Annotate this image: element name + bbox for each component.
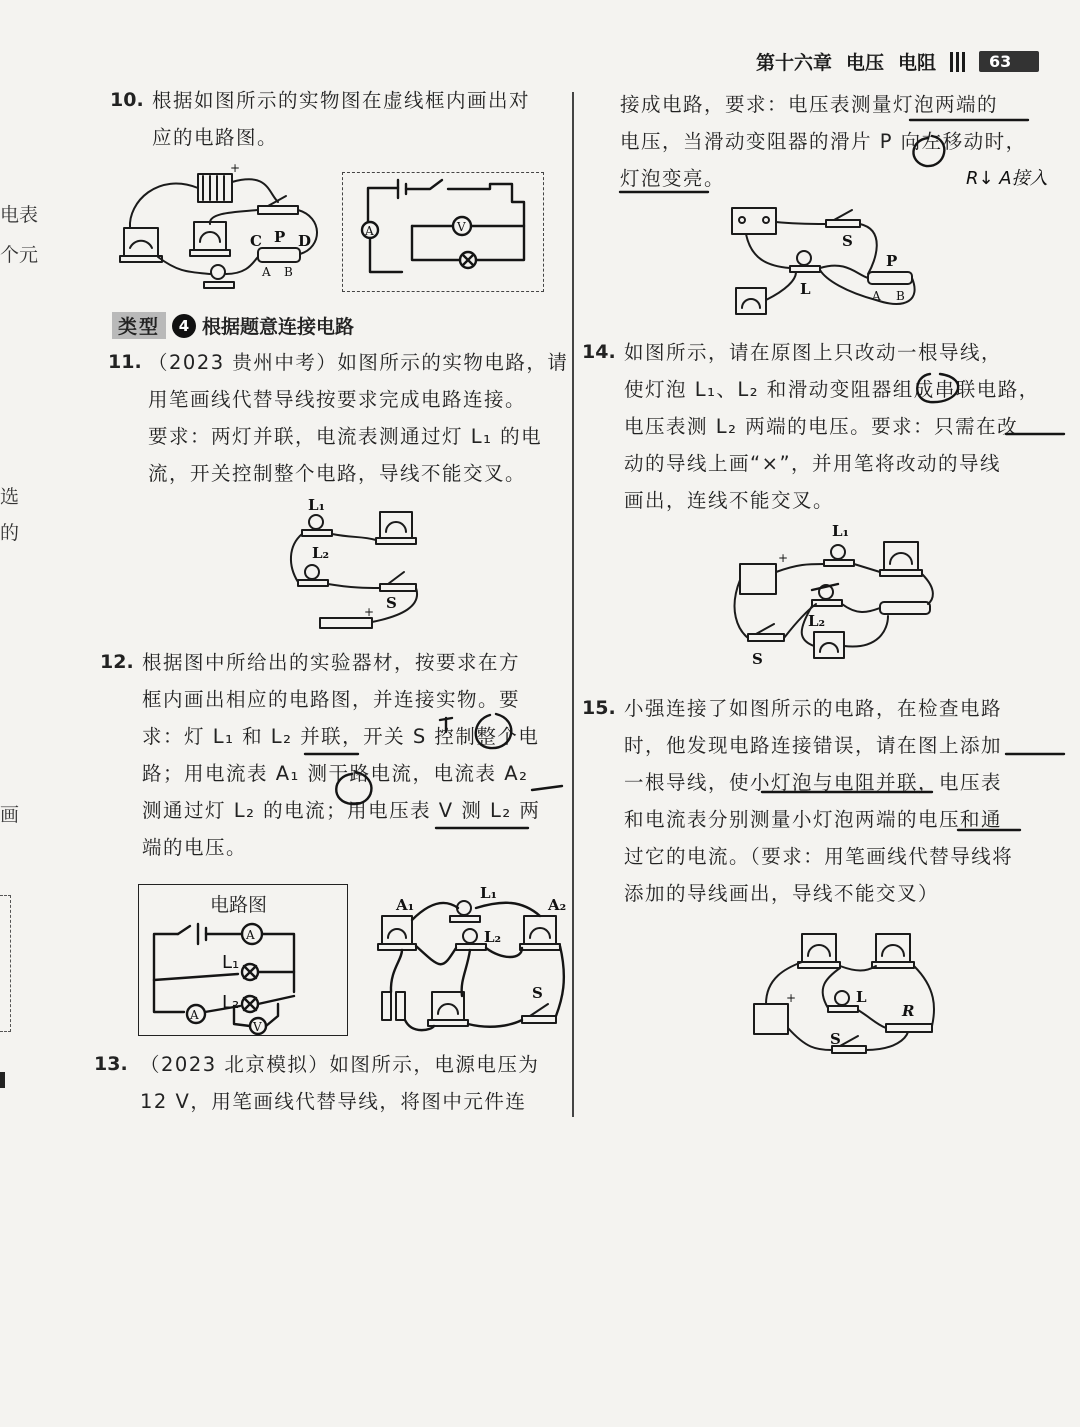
label-A: A [262, 265, 271, 279]
question-text-line: 灯泡变亮。 [620, 167, 726, 190]
edge-text-3: 选 [0, 486, 20, 508]
plus-label: + [786, 991, 797, 1005]
q11-circuit-figure [282, 496, 422, 636]
question-10 [110, 82, 530, 156]
label-A1: A₁ [396, 896, 415, 914]
question-text-line: 一根导线，使小灯泡与电阻并联，电压表 [624, 771, 1003, 794]
question-text-line: 使灯泡 L₁、L₂ 和滑动变阻器组成串联电路， [624, 378, 1040, 401]
question-text-line: 要求：两灯并联，电流表测通过灯 L₁ 的电 [148, 425, 543, 448]
question-text-line: 用笔画线代替导线按要求完成电路连接。 [148, 388, 527, 411]
question-text-line: 12 V，用笔画线代替导线，将图中元件连 [140, 1090, 527, 1113]
label-B: B [284, 265, 293, 279]
label-L: L [800, 280, 811, 298]
label-C: C [250, 232, 262, 250]
question-text-line: 路；用电流表 A₁ 测干路电流，电流表 A₂ [142, 762, 529, 785]
q10-handdrawn-schematic [342, 172, 542, 290]
question-text-line: 端的电压。 [142, 836, 248, 859]
question-text-line: 根据如图所示的实物图在虚线框内画出对 [152, 89, 531, 112]
column-divider [572, 92, 574, 1117]
question-text-line: 根据图中所给出的实验器材，按要求在方 [142, 651, 521, 674]
type-badge: 类型 [112, 312, 166, 339]
label-S: S [830, 1030, 841, 1048]
q15-circuit-figure [746, 928, 946, 1058]
question-text-line: 和电流表分别测量小灯泡两端的电压和通 [624, 808, 1003, 831]
question-text-line: 电压，当滑动变阻器的滑片 P 向左移动时， [620, 130, 1027, 153]
edge-text-2: 个元 [0, 244, 39, 266]
edge-text-1: 电表 [0, 204, 39, 226]
edge-mark [0, 1072, 5, 1088]
question-text-line: 应的电路图。 [152, 126, 279, 149]
q15-pen-annotations [620, 720, 1080, 840]
header-bars-icon [950, 52, 965, 72]
q13-circuit-figure [726, 200, 926, 320]
label-S: S [532, 984, 543, 1002]
question-text-line: 如图所示，请在原图上只改动一根导线， [624, 341, 1003, 364]
label-P: P [274, 228, 286, 246]
question-text-line: 测通过灯 L₂ 的电流；用电压表 V 测 L₂ 两 [142, 799, 541, 822]
label-L2: L₂ [484, 928, 502, 946]
question-number: 13. [94, 1053, 128, 1075]
question-number: 15. [582, 697, 616, 719]
label-L: L [856, 988, 867, 1006]
plus-label: + [364, 605, 375, 619]
label-A2: A₂ [548, 896, 567, 914]
question-number: 10. [110, 89, 144, 111]
question-text-line: 过它的电流。（要求：用笔画线代替导线将 [624, 845, 1014, 868]
type-4-heading [112, 312, 354, 339]
edge-text-5: 画 [0, 804, 20, 826]
q12-handdrawn-schematic [138, 884, 346, 1034]
page-header [756, 48, 1039, 75]
label-B: B [896, 289, 905, 303]
question-text-line: （2023 贵州中考）如图所示的实物电路，请 [148, 351, 569, 374]
label-S: S [842, 232, 853, 250]
question-number: 14. [582, 341, 616, 363]
q14-circuit-figure [728, 520, 948, 670]
hand-voltmeter-label: V [253, 1020, 262, 1034]
question-13 [94, 1046, 539, 1120]
question-text-line: 求：灯 L₁ 和 L₂ 并联，开关 S 控制整个电 [142, 725, 540, 748]
question-text-line: 小强连接了如图所示的电路，在检查电路 [624, 697, 1003, 720]
chapter-label: 第十六章 [756, 52, 833, 74]
hand-ammeter-label: A [365, 224, 374, 238]
label-P: P [886, 252, 898, 270]
hand-annotation: R↓ A接入 [966, 168, 1048, 189]
page-number: 63 [979, 51, 1039, 72]
question-text-line: 接成电路，要求：电压表测量灯泡两端的 [620, 93, 999, 116]
hand-voltmeter-label: V [457, 220, 466, 234]
q12-pen-annotations [300, 690, 570, 830]
label-L1: L₁ [308, 496, 326, 514]
label-A: A [872, 289, 881, 303]
question-number: 11. [108, 351, 142, 373]
q12-physical-circuit [372, 880, 572, 1040]
label-L1: L₁ [832, 522, 850, 540]
question-number: 12. [100, 651, 134, 673]
question-text-line: 动的导线上画“×”，并用笔将改动的导线 [624, 452, 1002, 475]
topic-voltage: 电压 [846, 52, 885, 74]
topic-resistance: 电阻 [898, 52, 937, 74]
question-text-line: 流，开关控制整个电路，导线不能交叉。 [148, 462, 527, 485]
hand-label-L2: L₂ [222, 992, 240, 1013]
plus-label: + [230, 161, 241, 175]
question-text-line: 画出，连线不能交叉。 [624, 489, 835, 512]
label-R: R [902, 1002, 915, 1020]
type-number: 4 [172, 314, 196, 338]
question-text-line: 电压表测 L₂ 两端的电压。要求：只需在改 [624, 415, 1019, 438]
question-text-line: 添加的导线画出，导线不能交叉） [624, 882, 940, 905]
edge-dashed-box [0, 895, 11, 1032]
edge-text-4: 的 [0, 522, 20, 544]
q10-physical-circuit [118, 162, 328, 297]
label-L1: L₁ [480, 884, 498, 902]
label-L2: L₂ [312, 544, 330, 562]
q14-pen-annotations [900, 370, 1070, 450]
hand-label-L1: L₁ [222, 952, 240, 973]
question-text-line: 时，他发现电路连接错误，请在图上添加 [624, 734, 1003, 757]
question-11 [108, 344, 568, 492]
question-text-line: 框内画出相应的电路图，并连接实物。要 [142, 688, 521, 711]
label-S: S [752, 650, 763, 668]
type-title: 根据题意连接电路 [202, 316, 355, 338]
q13-pen-annotations [620, 96, 1080, 206]
question-text-line: （2023 北京模拟）如图所示，电源电压为 [140, 1053, 540, 1076]
plus-label: + [778, 551, 789, 565]
hand-ammeter2-label: A [190, 1008, 199, 1022]
label-D: D [298, 232, 312, 250]
label-L2: L₂ [808, 612, 826, 630]
box-title: 电路图 [210, 894, 268, 916]
hand-ammeter-label: A [246, 928, 255, 942]
label-S: S [386, 594, 397, 612]
